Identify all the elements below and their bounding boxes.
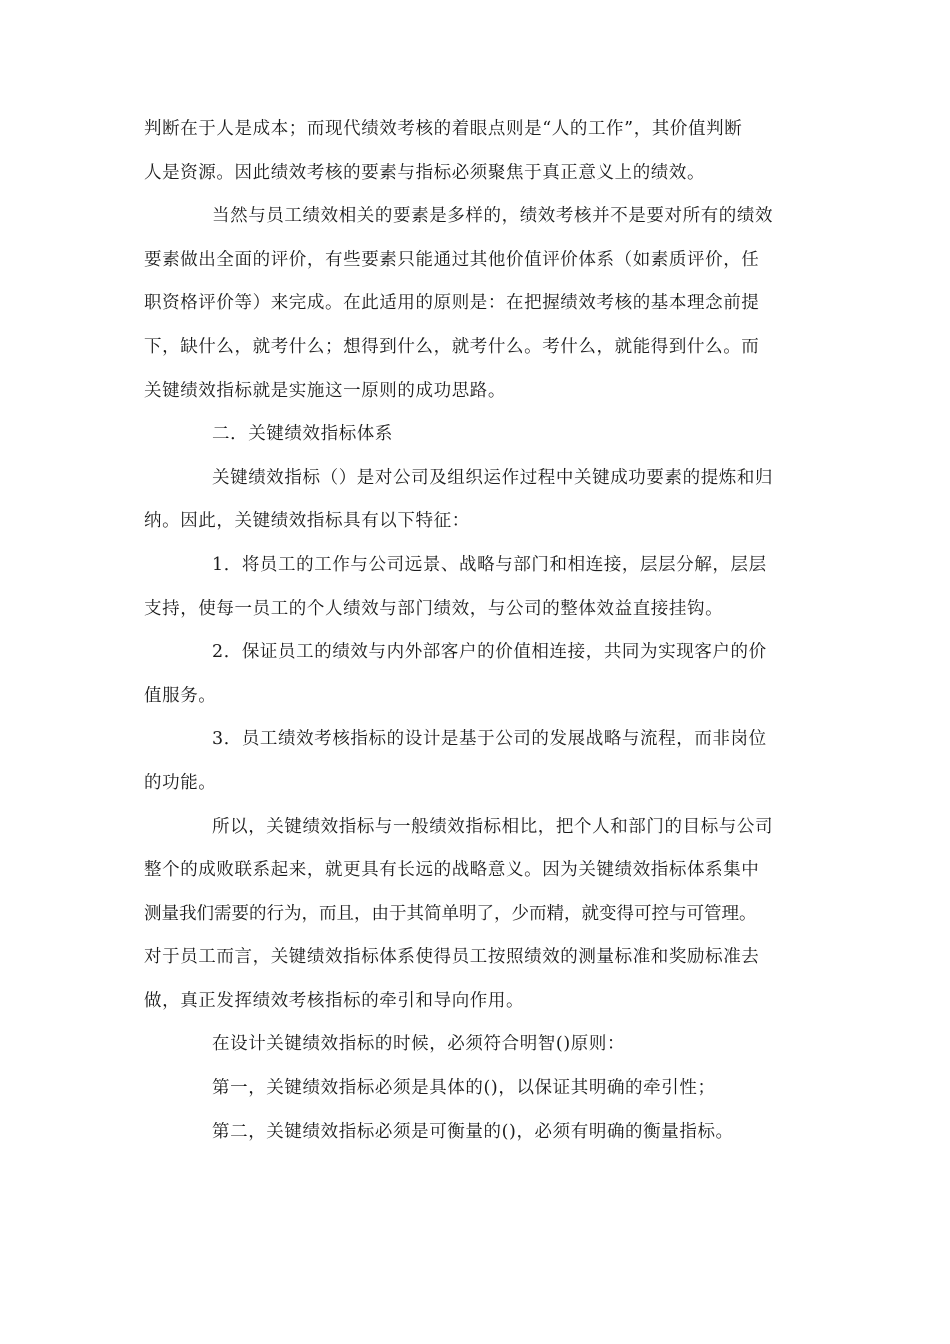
text-line: 人是资源。因此绩效考核的要素与指标必须聚焦于真正意义上的绩效。 <box>144 162 706 183</box>
list-item <box>144 718 806 805</box>
text-line: 判断在于人是成本；而现代绩效考核的着眼点则是“人的工作”，其价值判断 <box>144 119 743 139</box>
text-line: 值服务。 <box>144 685 217 706</box>
paragraph <box>144 806 806 1024</box>
text-line: 下，缺什么，就考什么；想得到什么，就考什么。考什么，就能得到什么。而 <box>144 336 760 357</box>
text-line: 职资格评价等）来完成。在此适用的原则是：在把握绩效考核的基本理念前提 <box>144 293 760 314</box>
text-line: 的功能。 <box>144 772 217 793</box>
text-line: 要素做出全面的评价，有些要素只能通过其他价值评价体系（如素质评价，任 <box>144 249 760 270</box>
paragraph <box>144 108 806 195</box>
list-item <box>144 544 806 631</box>
text-line: 做，真正发挥绩效考核指标的牵引和导向作用。 <box>144 990 525 1011</box>
text-line: 测量我们需要的行为，而且，由于其简单明了，少而精，就变得可控与可管理。 <box>144 903 757 924</box>
text-line: 1．将员工的工作与公司远景、战略与部门和相连接，层层分解，层层 <box>212 554 767 575</box>
text-line: 二．关键绩效指标体系 <box>212 424 393 445</box>
paragraph <box>144 1111 806 1155</box>
text-line: 关键绩效指标（）是对公司及组织运作过程中关键成功要素的提炼和归 <box>212 467 774 488</box>
section-heading <box>144 413 806 457</box>
text-line: 3．员工绩效考核指标的设计是基于公司的发展战略与流程，而非岗位 <box>212 729 767 750</box>
paragraph <box>144 195 806 413</box>
text-line: 对于员工而言，关键绩效指标体系使得员工按照绩效的测量标准和奖励标准去 <box>144 947 760 968</box>
text-line: 支持，使每一员工的个人绩效与部门绩效，与公司的整体效益直接挂钩。 <box>144 598 724 619</box>
text-line: 关键绩效指标就是实施这一原则的成功思路。 <box>144 380 506 401</box>
text-line: 2．保证员工的绩效与内外部客户的价值相连接，共同为实现客户的价 <box>212 642 767 663</box>
text-line: 第二，关键绩效指标必须是可衡量的()，必须有明确的衡量指标。 <box>212 1121 734 1142</box>
text-line: 整个的成败联系起来，就更具有长远的战略意义。因为关键绩效指标体系集中 <box>144 860 760 881</box>
body-text <box>144 108 806 1154</box>
text-line: 在设计关键绩效指标的时候，必须符合明智()原则： <box>212 1034 626 1055</box>
text-line: 第一，关键绩效指标必须是具体的()，以保证其明确的牵引性； <box>212 1078 716 1099</box>
text-line: 当然与员工绩效相关的要素是多样的，绩效考核并不是要对所有的绩效 <box>212 206 774 227</box>
text-line: 纳。因此，关键绩效指标具有以下特征： <box>144 511 470 532</box>
text-line: 所以，关键绩效指标与一般绩效指标相比，把个人和部门的目标与公司 <box>212 816 774 837</box>
list-item <box>144 631 806 718</box>
paragraph <box>144 1023 806 1067</box>
paragraph <box>144 457 806 544</box>
paragraph <box>144 1067 806 1111</box>
